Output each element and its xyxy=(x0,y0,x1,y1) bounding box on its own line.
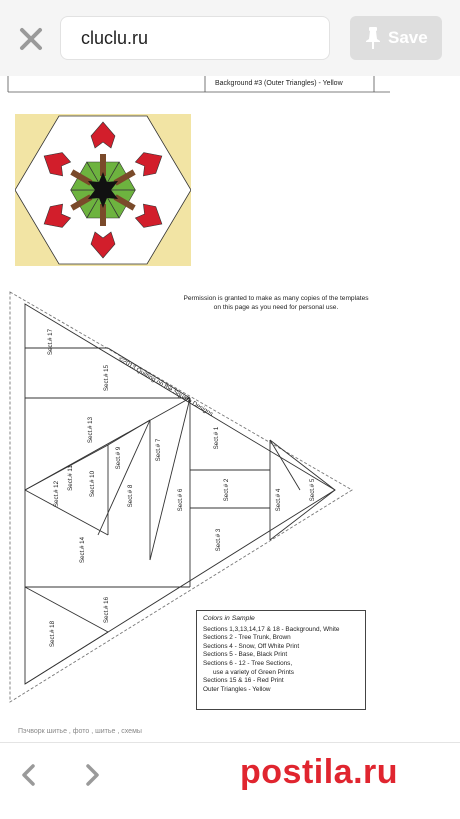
save-button[interactable] xyxy=(350,16,442,60)
section-label: Sect.# 16 xyxy=(103,596,110,624)
browser-top-bar xyxy=(0,0,460,76)
background-line: Background #3 (Outer Triangles) - Yellow xyxy=(215,80,343,87)
pin-icon xyxy=(364,26,382,50)
url-text: cluclu.ru xyxy=(81,28,149,48)
section-label: Sect.# 18 xyxy=(49,620,56,648)
color-legend-box xyxy=(196,610,366,710)
postila-watermark: postila.ru xyxy=(240,753,399,791)
permission-line-1: Permission is granted to make as many copies of the templates xyxy=(183,295,369,302)
section-label: Sect.# 8 xyxy=(127,484,134,508)
close-icon xyxy=(18,26,44,52)
section-label: Sect.# 17 xyxy=(47,328,54,356)
legend-line: Outer Triangles - Yellow xyxy=(203,685,271,693)
image-caption[interactable]: Пэчворк шитье , фото , шитье , схемы xyxy=(18,728,142,735)
legend-line: Sections 15 & 16 - Red Print xyxy=(203,677,284,685)
legend-line: Sections 2 - Tree Trunk, Brown xyxy=(203,634,291,642)
legend-line: Sections 4 - Snow, Off White Print xyxy=(203,642,300,650)
section-label: Sect.# 10 xyxy=(89,470,96,498)
permission-line-2: on this page as you need for personal use. xyxy=(213,304,339,311)
copyright-text: ©2013 Quilting on the Square Designs xyxy=(116,355,215,418)
forward-button[interactable] xyxy=(80,763,104,787)
url-bar[interactable] xyxy=(60,16,330,60)
legend-title: Colors in Sample xyxy=(203,615,255,622)
chevron-left-icon xyxy=(18,763,42,787)
permission-text xyxy=(166,294,386,312)
chevron-right-icon xyxy=(80,763,104,787)
legend-line: use a variety of Green Prints xyxy=(213,668,294,676)
section-label: Sect.# 14 xyxy=(79,536,86,564)
section-label: Sect.# 7 xyxy=(155,438,162,462)
browser-bottom-bar xyxy=(0,742,460,819)
save-label: Save xyxy=(388,28,428,47)
section-label: Sect.# 11 xyxy=(67,465,74,491)
section-label: Sect.# 1 xyxy=(213,426,220,450)
legend-line: Sections 1,3,13,14,17 & 18 - Background, White xyxy=(203,625,340,633)
legend-line: Sections 5 - Base, Black Print xyxy=(203,651,288,659)
section-label: Sect.# 13 xyxy=(87,416,94,444)
section-label: Sect.# 15 xyxy=(103,364,110,392)
quilt-block-image xyxy=(15,114,191,266)
section-label: Sect.# 9 xyxy=(115,446,122,470)
back-button[interactable] xyxy=(18,763,42,787)
section-label: Sect.# 12 xyxy=(53,480,60,508)
section-label: Sect.# 5 xyxy=(309,478,316,502)
section-label: Sect.# 3 xyxy=(215,528,222,552)
legend-line: Sections 6 - 12 - Tree Sections, xyxy=(203,659,293,667)
section-label: Sect.# 6 xyxy=(177,488,184,512)
close-button[interactable] xyxy=(18,26,44,52)
section-label: Sect.# 2 xyxy=(223,478,230,502)
section-label: Sect.# 4 xyxy=(275,488,282,512)
